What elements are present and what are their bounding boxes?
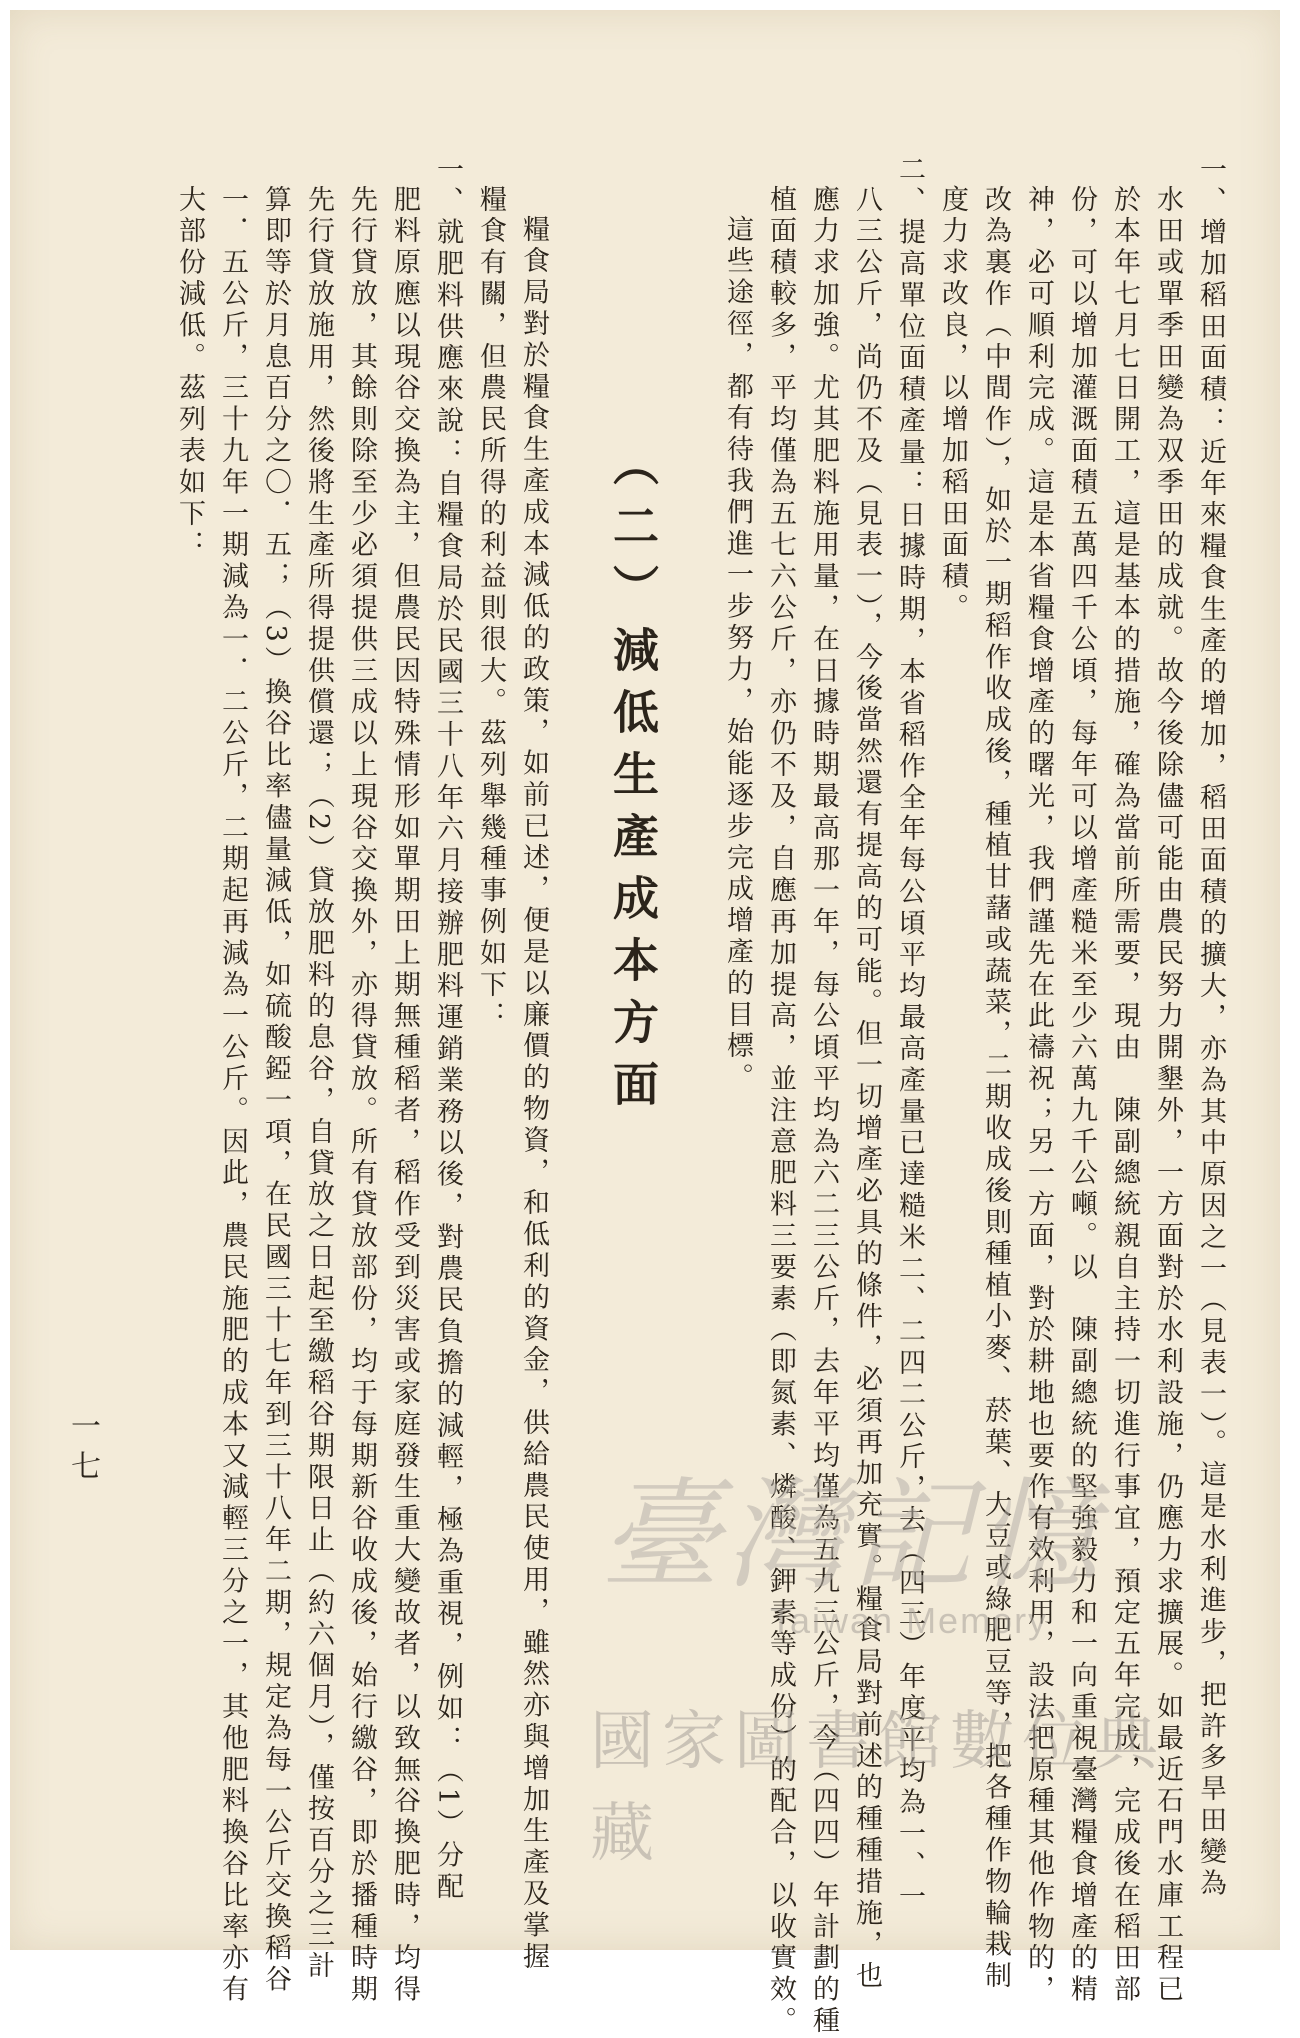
text-column-9: 八三公斤，尚仍不及（見表一），今後當然還有提高的可能。但一切增產必具的條件，必須再加充實。糧食局對前述的種種措施，也 — [851, 185, 882, 1993]
text-column-12: 這些途徑，都有待我們進一步努力，始能逐步完成增產的目標。 — [722, 215, 753, 1095]
watermark-chinese: 國家圖書館數位典藏 — [590, 1705, 1166, 1871]
document-page — [10, 10, 1280, 2038]
watermark-logo — [570, 1420, 1210, 1871]
text-column-11: 植面積較多，平均僅為五七六公斤，亦仍不及，自應再加提高，並注意肥料三要素（即氮素、燐酸、鉀素等成份）的配合，以收實效。 — [765, 185, 796, 2038]
text-column-1: 一、增加稻田面積：近年來糧食生產的增加，稻田面積的擴大，亦為其中原因之一（見表一）。這是水利進步，把許多旱田變為 — [1195, 155, 1226, 1900]
text-column-16: 肥料原應以現谷交換為主，但農民因特殊情形如單期田上期無種稻者，稻作受到災害或家庭發生重大變故者，以致無谷換肥時，均得 — [389, 185, 420, 2007]
text-column-18: 先行貸放施用，然後將生產所得提供償還；（2）貸放肥料的息谷，自貸放之日起至繳稻谷期限日止（約六個月），僅按百分之三計 — [303, 185, 334, 1983]
page-number: 一七 — [65, 1410, 100, 1490]
text-column-15: 一、就肥料供應來說：自糧食局於民國三十八年六月接辦肥料運銷業務以後，對農民負擔的減輕，極為重視，例如：（1）分配 — [432, 155, 463, 1904]
text-column-8: 二、提高單位面積產量：日據時期，本省稻作全年每公頃平均最高產量已達糙米二、二四二公斤，去（四三）年度平均為一、一 — [894, 155, 925, 1914]
text-column-19: 算即等於月息百分之〇．五；（3）換谷比率儘量減低，如硫酸錏一項，在民國三十七年到三十八年二期，規定為每一公斤交換稻谷 — [260, 185, 291, 1997]
text-column-14: 糧食有關，但農民所得的利益則很大。茲列舉幾種事例如下： — [475, 185, 506, 1033]
text-column-5: 神，必可順利完成。這是本省糧食增產的曙光，我們謹先在此禱祝；另一方面，對於耕地也要作有效利用，設法把原種其他作物的， — [1023, 185, 1054, 2007]
text-column-3: 於本年七月七日開工，這是基本的措施，確為當前所需要，現由 陳副總統親自主持一切進行事宜，預定五年完成，完成後在稻田部 — [1109, 185, 1140, 2007]
section-heading: （二）減低生產成本方面 — [606, 440, 660, 1122]
text-column-7: 度力求改良，以增加稻田面積。 — [937, 185, 968, 625]
text-column-21: 大部份減低。茲列表如下： — [174, 185, 205, 562]
text-column-20: 一．五公斤，三十九年一期減為一．二公斤，二期起再減為一公斤。因此，農民施肥的成本又減輕三分之一，其他肥料換谷比率亦有 — [217, 185, 248, 2007]
text-column-13: 糧食局對於糧食生產成本減低的政策，如前已述，便是以廉價的物資，和低利的資金，供給農民使用，雖然亦與增加生產及掌握 — [518, 215, 549, 1974]
text-column-4: 份，可以增加灌溉面積五萬四千公頃，每年可以增產糙米至少六萬九千公噸。以 陳副總統的堅強毅力和一向重視臺灣糧食增產的精 — [1066, 185, 1097, 2007]
watermark-calligraphy: 臺灣記憶 — [600, 1467, 1104, 1606]
text-column-2: 水田或單季田變為双季田的成就。故今後除儘可能由農民努力開墾外，一方面對於水利設施，仍應力求擴展。如最近石門水庫工程已 — [1152, 185, 1183, 2007]
text-column-10: 應力求加強。尤其肥料施用量，在日據時期最高那一年，每公頃平均為六二三公斤，去年平均僅為五九三公斤，今（四四）年計劃的種 — [808, 185, 839, 2038]
watermark-english: Taiwan Memory — [770, 1600, 1049, 1641]
text-column-17: 先行貸放，其餘則除至少必須提供三成以上現谷交換外，亦得貸放。所有貸放部份，均于每期新谷收成後，始行繳谷，即於播種時期 — [346, 185, 377, 2007]
text-column-6: 改為裏作（中間作），如於一期稻作收成後，種植甘藷或蔬菜，二期收成後則種植小麥、菸葉、大豆或綠肥豆等，把各種作物輪栽制 — [980, 185, 1011, 1993]
